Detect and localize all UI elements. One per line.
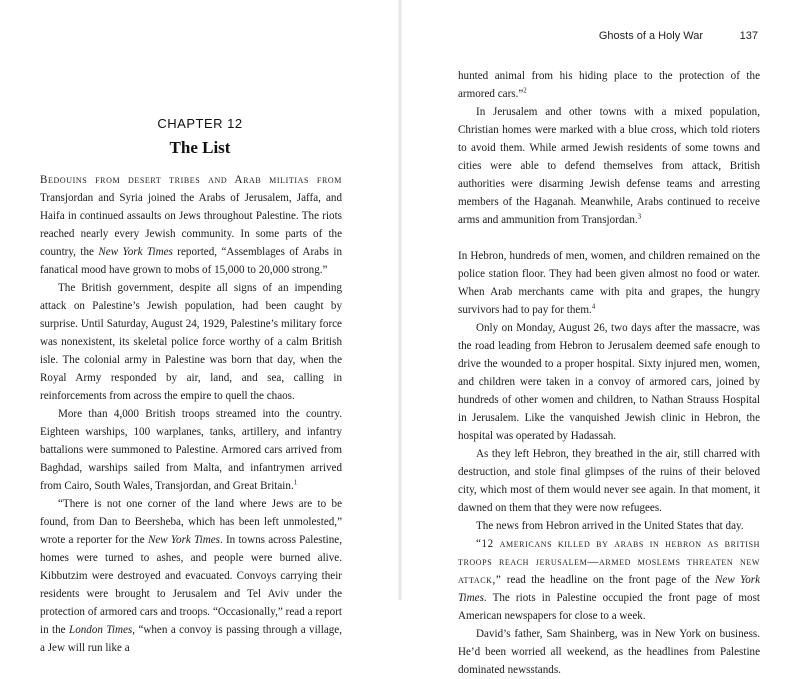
paragraph xyxy=(40,279,342,405)
text-run: hunted animal from his hiding place to the protection of the armored cars.” xyxy=(458,70,760,100)
running-title: Ghosts of a Holy War xyxy=(598,30,703,42)
headline-small-caps: “12 americans killed by arabs in hebron as british troops reach jerusalem—armed moslems threaten new attack,” xyxy=(458,538,760,586)
paragraph xyxy=(458,247,760,319)
footnote-marker: 2 xyxy=(523,86,527,95)
text-run: More than 4,000 British troops streamed into the country. Eighteen warships, 100 warplanes, tanks, artillery, and infantry battalions were summoned to Palestine. Armored cars arrived from Baghdad, warships sailed from Malta, and infantrymen arrived from Cairo, South Wales, Transjordan, and Great Britain. xyxy=(40,408,342,492)
paragraph xyxy=(458,517,760,535)
text-run: In Jerusalem and other towns with a mixed population, Christian homes were marked with a blue cross, which told rioters to avoid them. While armed Jewish residents of some towns and cities were able to defend themselves from attack, British authorities were disarming Jewish defense teams and arresting members of the Haganah. Meanwhile, Arabs continued to receive arms and ammunition from Transjordan. xyxy=(458,106,760,226)
left-body-text xyxy=(40,171,342,657)
paragraph xyxy=(40,495,342,657)
text-run: Only on Monday, August 26, two days after the massacre, was the road leading from Hebron to Jerusalem deemed safe enough to drive the wounded to a proper hospital. Sixty injured men, women, and children were taken in a convoy of armored cars, joined by hundreds of other women and children, to Nathan Strauss Hospital in Jerusalem. Like the vanquished Jewish clinic in Hebron, the hospital was operated by Hadassah. xyxy=(458,322,760,442)
text-run: The news from Hebron arrived in the United States that day. xyxy=(476,520,744,532)
text-run: . In towns across Palestine, homes were turned to ashes, and people were burned alive. Kibbutzim were destroyed and evacuated. Convoys carrying their residents were brought to Jerusalem and Tel Aviv under the protection of armored cars and troops. “Occasionally,” read a report in the xyxy=(40,534,342,636)
text-run: As they left Hebron, they breathed in the air, still charred with destruction, and stole final glimpses of the ruins of their beloved city, which most of them would never see again. In that moment, it dawned on them that they were now refugees. xyxy=(458,448,760,514)
italic-title: London Times, xyxy=(69,624,136,636)
paragraph xyxy=(458,535,760,625)
footnote-marker: 1 xyxy=(293,478,298,487)
text-run: Transjordan and Syria joined the Arabs of Jerusalem, Jaffa, and Haifa in continued assaults on Jews throughout Palestine. The riots reached nearly every Jewish community. In some parts of the country, the xyxy=(40,192,342,258)
chapter-title: The List xyxy=(169,138,231,157)
paragraph xyxy=(458,103,760,229)
paragraph xyxy=(458,67,760,103)
text-run: “when a convoy is passing through a village, a Jew will run like a xyxy=(40,624,343,654)
page-number: 137 xyxy=(739,30,758,42)
right-body-text xyxy=(458,67,760,679)
text-run: read the headline on the front page of the xyxy=(501,574,715,586)
text-run: David’s father, Sam Shainberg, was in New York on business. He’d been worried all weekend, as the headlines from Palestine dominated newsstands. xyxy=(458,628,760,676)
paragraph xyxy=(40,171,342,279)
italic-title: New York Times xyxy=(147,534,220,546)
opening-small-caps: Bedouins from desert tribes and Arab militias from xyxy=(40,174,342,186)
text-run: The British government, despite all signs of an impending attack on Palestine’s Jewish population, had been caught by surprise. Until Saturday, August 24, 1929, Palestine’s military force was nonexistent, its skeletal police force worthy of a calm British isle. The colonial army in Palestine was born that day, when the Royal Army responded by air, land, and sea, calling in reinforcements from across the empire to quell the chaos. xyxy=(40,282,342,402)
text-run: . The riots in Palestine occupied the front page of most American newspapers for close to a week. xyxy=(458,592,760,622)
paragraph xyxy=(458,445,760,517)
left-page xyxy=(0,0,400,654)
text-run: reported, “Assemblages of Arabs in fanatical mood have grown to mobs of 15,000 to 20,000 strong.” xyxy=(40,246,343,276)
paragraph xyxy=(458,319,760,445)
text-run: In Hebron, hundreds of men, women, and children remained on the police station floor. They had been given almost no food or water. When Arab merchants came with pita and grapes, the hungry survivors had to pay for them. xyxy=(458,250,760,316)
paragraph xyxy=(40,405,342,495)
italic-title: New York Times xyxy=(98,246,173,258)
text-run: “There is not one corner of the land where Jews are to be found, from Dan to Beersheba, which has been left unmolested,” wrote a reporter for the xyxy=(40,498,342,546)
footnote-marker: 4 xyxy=(591,302,596,311)
footnote-marker: 3 xyxy=(637,212,642,221)
chapter-number: CHAPTER 12 xyxy=(157,116,243,131)
italic-title: New York Times xyxy=(458,574,761,604)
paragraph xyxy=(458,625,760,679)
